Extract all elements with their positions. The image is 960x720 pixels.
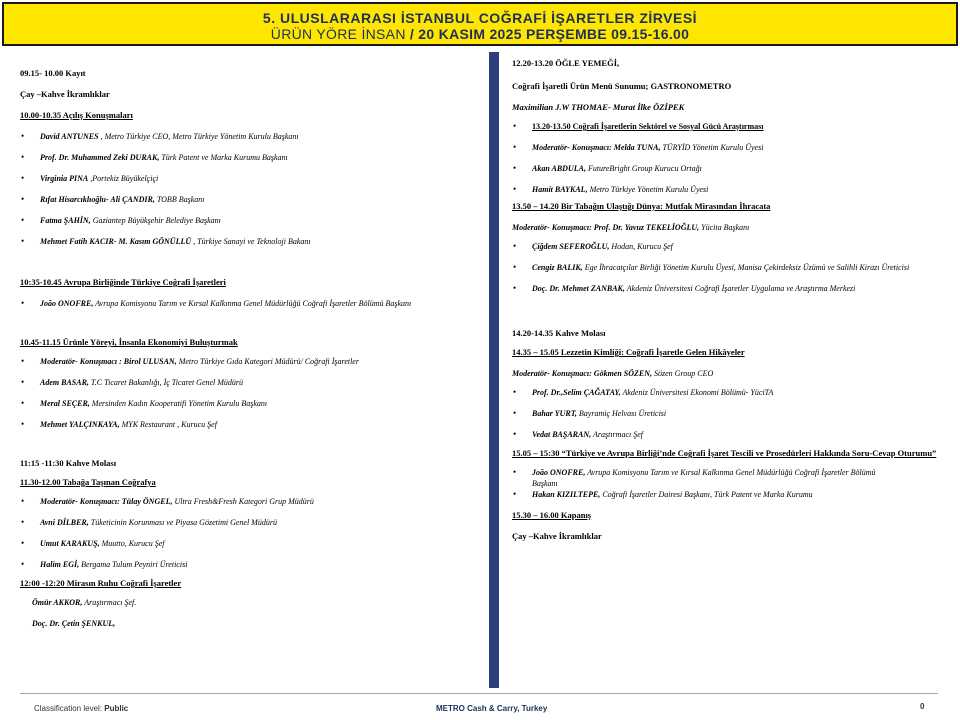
list-item: • Hamit BAYKAL, Metro Türkiye Yönetim Kurulu Üyesi xyxy=(512,184,942,195)
panel7-title: 15.05 – 15:30 “Türkiye ve Avrupa Birliği’nde Coğrafi İşaret Tescili ve Prosedürleri Hakkında Soru-Cevap Oturumu” xyxy=(512,448,937,458)
panel3-speaker: Doç. Dr. Çetin ŞENKUL, xyxy=(32,619,116,628)
panel3-speaker: Ömür AKKOR, Araştırmacı Şef. xyxy=(32,598,137,607)
list-item: • Moderatör- Konuşmacı: Tülay ÖNGEL, Ultra Fresh&Fresh Kategori Grup Müdürü xyxy=(20,496,482,507)
page-number: 0 xyxy=(920,702,925,711)
event-date: / 20 KASIM 2025 PERŞEMBE 09.15-16.00 xyxy=(405,26,690,42)
panel5-title: 13.50 – 14.20 Bir Tabağın Ulaştığı Dünya: Mutfak Mirasından İhracata xyxy=(512,201,771,211)
list-item: • Moderatör- Konuşmacı: Melda TUNA, TÜRYİD Yönetim Kurulu Üyesi xyxy=(512,142,942,153)
eu-list xyxy=(20,298,482,309)
panel1-title: 10.45-11.15 Ürünle Yöreyi, İnsanla Ekonomiyi Buluşturmak xyxy=(20,337,238,347)
closing: 15.30 – 16.00 Kapanış xyxy=(512,510,592,520)
list-item: • Avni DİLBER, Tüketicinin Korunması ve Piyasa Gözetimi Genel Müdürü xyxy=(20,517,482,528)
event-theme: ÜRÜN YÖRE İNSAN xyxy=(270,26,406,42)
left-column xyxy=(20,56,482,629)
panel1-list xyxy=(20,356,482,430)
panel4-list xyxy=(512,121,942,195)
list-item: • Mehmet Fatih KACIR- M. Kasım GÖNÜLLÜ , Türkiye Sanayi ve Teknoloji Bakanı xyxy=(20,236,482,247)
opening-list xyxy=(20,131,482,247)
list-item: • Prof. Dr.,Selim ÇAĞATAY, Akdeniz Üniversitesi Ekonomi Bölümü- YüciTA xyxy=(512,387,942,398)
list-item: • 13.20-13.50 Coğrafi İşaretlerin Sektörel ve Sosyal Gücü Araştırması xyxy=(512,121,942,132)
menu: Coğrafi İşaretli Ürün Menü Sunumu; GASTRONOMETRO xyxy=(512,81,732,91)
panel5-moderator: Moderatör- Konuşmacı: Prof. Dr. Yavuz TEKELİOĞLU, Yücita Başkanı xyxy=(512,223,750,232)
list-item: • Adem BASAR, T.C Ticaret Bakanlığı, İç Ticaret Genel Müdürü xyxy=(20,377,482,388)
list-item: • Bahar YURT, Bayramiç Helvası Üreticisi xyxy=(512,408,942,419)
list-item: • Doç. Dr. Mehmet ZANBAK, Akdeniz Üniversitesi Coğrafi İşaretler Uygulama ve Araştırma Merkezi xyxy=(512,283,942,294)
list-item: • Vedat BAŞARAN, Araştırmacı Şef xyxy=(512,429,942,440)
panel7-list xyxy=(512,467,902,500)
panel3-title: 12:00 -12:20 Mirasın Ruhu Coğrafi İşaretler xyxy=(20,578,182,588)
panel2-title: 11.30-12.00 Tabağa Taşınan Coğrafya xyxy=(20,477,156,487)
event-title: 5. ULUSLARARASI İSTANBUL COĞRAFİ İŞARETLER ZİRVESİ xyxy=(262,10,698,26)
registration: 09.15- 10.00 Kayıt xyxy=(20,68,86,78)
company-name: METRO Cash & Carry, Turkey xyxy=(436,704,548,713)
list-item: • João ONOFRE, Avrupa Komisyonu Tarım ve Kırsal Kalkınma Genel Müdürlüğü Coğrafi İşaretler Bölümü Başkanı xyxy=(20,298,482,309)
list-item: • Cengiz BALIK, Ege İhracatçılar Birliği Yönetim Kurulu Üyesi, Manisa Çekirdeksiz Üzümü ve Salihli Kirazı Üreticisi xyxy=(512,262,942,273)
list-item: • Virginia PINA ,Portekiz Büyükelçiçi xyxy=(20,173,482,184)
eu-title: 10:35-10.45 Avrupa Birliğinde Türkiye Coğrafi İşaretleri xyxy=(20,277,226,287)
coffee-1: Çay –Kahve İkramlıklar xyxy=(20,89,110,99)
panel5-list xyxy=(512,241,942,294)
list-item: • Fatma ŞAHİN, Gaziantep Büyükşehir Belediye Başkanı xyxy=(20,215,482,226)
column-divider xyxy=(489,52,499,688)
list-item: • Rıfat Hisarcıklıoğlu- Ali ÇANDIR, TOBB Başkanı xyxy=(20,194,482,205)
panel6-title: 14.35 – 15.05 Lezzetin Kimliği: Coğrafi İşaretle Gelen Hikâyeler xyxy=(512,347,745,357)
panel6-moderator: Moderatör- Konuşmacı: Gökmen SÖZEN, Sözen Group CEO xyxy=(512,369,714,378)
break-1: 11:15 -11:30 Kahve Molası xyxy=(20,458,117,468)
event-header xyxy=(2,2,958,46)
chefs: Maximilian J.W THOMAE- Murat İlke ÖZİPEK xyxy=(512,102,685,112)
panel2-list xyxy=(20,496,482,570)
opening-title: 10.00-10.35 Açılış Konuşmaları xyxy=(20,110,133,120)
list-item: • Çiğdem SEFEROĞLU, Hodan, Kurucu Şef xyxy=(512,241,942,252)
list-item: • Hakan KIZILTEPE, Coğrafi İşaretler Dairesi Başkanı, Türk Patent ve Marka Kurumu xyxy=(512,489,902,500)
list-item: • Akan ABDULA, FutureBright Group Kurucu Ortağı xyxy=(512,163,942,174)
list-item: • Halim EGİ, Bergama Tulum Peyniri Üreticisi xyxy=(20,559,482,570)
classification-level: Classification level: Public xyxy=(34,704,129,713)
event-subtitle xyxy=(4,26,956,42)
break-2: 14.20-14.35 Kahve Molası xyxy=(512,328,606,338)
list-item: • Umut KARAKUŞ, Muutto, Kurucu Şef xyxy=(20,538,482,549)
list-item: • Mehmet YALÇINKAYA, MYK Restaurant , Kurucu Şef xyxy=(20,419,482,430)
footer-divider xyxy=(20,693,938,694)
list-item: • Meral SEÇER, Mersinden Kadın Kooperatifi Yönetim Kurulu Başkanı xyxy=(20,398,482,409)
list-item: • Prof. Dr. Muhammed Zeki DURAK, Türk Patent ve Marka Kurumu Başkanı xyxy=(20,152,482,163)
lunch: 12.20-13.20 ÖĞLE YEMEĞİ, xyxy=(512,58,620,68)
list-item: • David ANTUNES , Metro Türkiye CEO, Metro Türkiye Yönetim Kurulu Başkanı xyxy=(20,131,482,142)
coffee-2: Çay –Kahve İkramlıklar xyxy=(512,531,602,541)
list-item: • João ONOFRE, Avrupa Komisyonu Tarım ve Kırsal Kalkınma Genel Müdürlüğü Coğrafi İşaretler Bölümü Başkanı xyxy=(512,467,902,489)
list-item: • Moderatör- Konuşmacı : Birol ULUSAN, Metro Türkiye Gıda Kategori Müdürü/ Coğrafi İşaretler xyxy=(20,356,482,367)
panel6-list xyxy=(512,387,942,440)
right-column xyxy=(512,56,942,542)
